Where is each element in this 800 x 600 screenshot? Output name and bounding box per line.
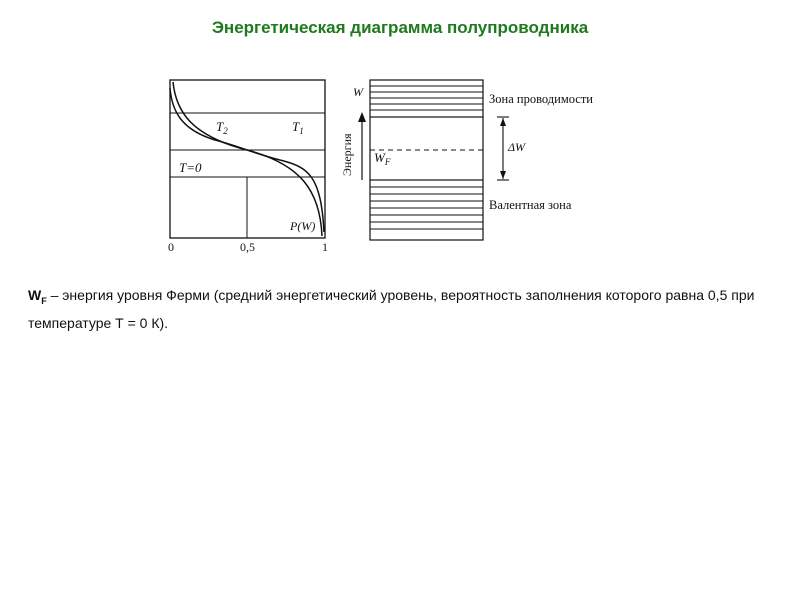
band-gap-label: ΔW (508, 140, 526, 154)
fermi-symbol: W (28, 287, 42, 303)
conduction-band-label: Зона проводимости (489, 92, 593, 106)
energy-arrowhead (358, 112, 366, 122)
gap-arrowhead-top (500, 118, 506, 126)
conduction-hatching (370, 86, 483, 110)
tick-label: 0 (168, 240, 174, 254)
label-t0: T=0 (179, 160, 202, 175)
fermi-level-label: $W_F$ (374, 150, 391, 167)
fermi-description-text: – энергия уровня Ферми (средний энергетический уровень, вероятность заполнения которого равна 0,5 при температуре Т = 0 К). (28, 287, 755, 331)
w-axis-label: W (353, 85, 363, 99)
label-t2: $T_2$ (216, 119, 228, 136)
valence-band (370, 180, 483, 240)
valence-band-label: Валентная зона (489, 198, 572, 212)
energy-label: Энергия (340, 133, 354, 176)
valence-hatching (370, 187, 483, 229)
fermi-graph (170, 80, 325, 238)
tick-label: 1 (322, 240, 328, 254)
gap-arrowhead-bottom (500, 171, 506, 179)
x-axis-label: P(W) (290, 219, 316, 233)
page-title: Энергетическая диаграмма полупроводника (211, 18, 589, 37)
band-arrowheads (358, 112, 506, 179)
graph-labels (168, 119, 328, 254)
fermi-symbol-sub: F (41, 295, 47, 306)
label-t1: $T_1$ (292, 119, 304, 136)
tick-label: 0,5 (240, 240, 255, 254)
fermi-description (28, 284, 788, 334)
